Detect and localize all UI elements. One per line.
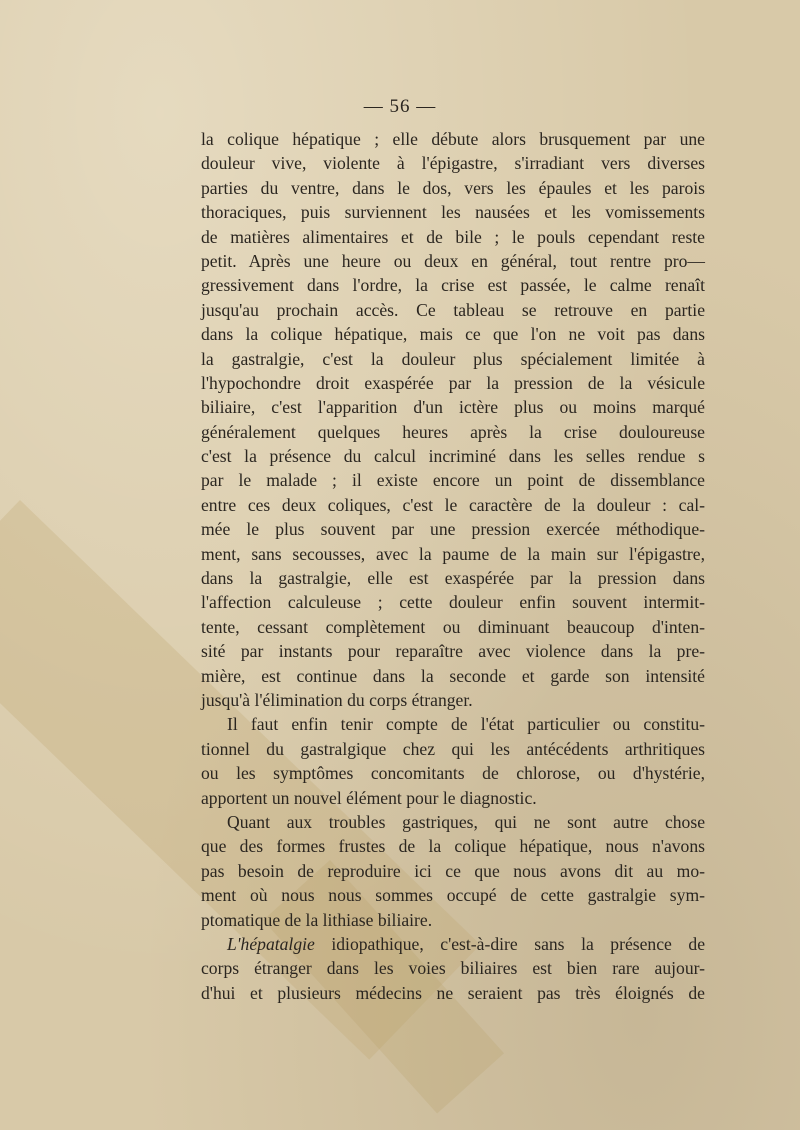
text-line: ptomatique de la lithiase biliaire. — [201, 909, 433, 930]
text-line: gressivement dans l'ordre, la crise est passée, le calme renaît — [201, 275, 705, 296]
text-line-final-2: corps étranger dans les voies biliaires est bien rare aujour- — [201, 958, 705, 979]
text-line: pas besoin de reproduire ici ce que nous avons dit au mo- — [201, 860, 705, 881]
text-line: dans la gastralgie, elle est exaspérée par la pression dans — [201, 568, 705, 589]
text-line-final-3: d'hui et plusieurs médecins ne seraient pas très éloignés de — [201, 982, 705, 1003]
text-line: thoraciques, puis surviennent les nausées et les vomissements — [201, 202, 705, 223]
text-line: la gastralgie, c'est la douleur plus spécialement limitée à — [201, 348, 705, 369]
text-line: l'affection calculeuse ; cette douleur enfin souvent intermit- — [201, 592, 705, 613]
text-line: biliaire, c'est l'apparition d'un ictère plus ou moins marqué — [201, 397, 705, 418]
text-line: que des formes frustes de la colique hépatique, nous n'avons — [201, 836, 705, 857]
text-line: tente, cessant complètement ou diminuant beaucoup d'inten- — [201, 616, 705, 637]
body-text — [201, 127, 705, 1005]
text-line: mée le plus souvent par une pression exercée méthodique- — [201, 519, 705, 540]
text-line: de matières alimentaires et de bile ; le pouls cependant reste — [201, 226, 705, 247]
text-line: jusqu'au prochain accès. Ce tableau se retrouve en partie — [201, 299, 705, 320]
text-line: petit. Après une heure ou deux en général, tout rentre pro— — [201, 250, 705, 271]
text-line: par le malade ; il existe encore un point de dissemblance — [201, 470, 705, 491]
text-line: Quant aux troubles gastriques, qui ne sont autre chose — [227, 811, 705, 832]
text-line: entre ces deux coliques, c'est le caractère de la douleur : cal- — [201, 494, 705, 515]
text-line: généralement quelques heures après la crise douloureuse — [201, 421, 705, 442]
final-line-1-rest: idiopathique, c'est-à-dire sans la présence de — [314, 933, 705, 954]
text-line: l'hypochondre droit exaspérée par la pression de la vésicule — [201, 372, 705, 393]
text-line: Il faut enfin tenir compte de l'état particulier ou constitu- — [227, 714, 705, 735]
text-lines — [201, 127, 705, 932]
text-line: mière, est continue dans la seconde et garde son intensité — [201, 665, 705, 686]
text-line-final-1 — [201, 932, 705, 956]
text-line: c'est la présence du calcul incriminé dans les selles rendue s — [201, 446, 705, 467]
text-line: douleur vive, violente à l'épigastre, s'irradiant vers diverses — [201, 153, 705, 174]
text-line: sité par instants pour reparaître avec violence dans la pre- — [201, 641, 705, 662]
text-line: apportent un nouvel élément pour le diagnostic. — [201, 787, 537, 808]
text-line: tionnel du gastralgique chez qui les antécédents arthritiques — [201, 738, 705, 759]
text-line: jusqu'à l'élimination du corps étranger. — [201, 689, 473, 710]
page-number: — 56 — — [363, 96, 437, 117]
text-line: la colique hépatique ; elle débute alors brusquement par une — [201, 129, 705, 149]
text-line: ment où nous nous sommes occupé de cette gastralgie sym- — [201, 885, 705, 906]
italic-term: L'hépatalgie — [227, 933, 315, 954]
text-line: ou les symptômes concomitants de chlorose, ou d'hystérie, — [201, 763, 705, 784]
text-line: ment, sans secousses, avec la paume de la main sur l'épigastre, — [201, 543, 705, 564]
text-line: dans la colique hépatique, mais ce que l'on ne voit pas dans — [201, 324, 705, 345]
text-line: parties du ventre, dans le dos, vers les épaules et les parois — [201, 177, 705, 198]
